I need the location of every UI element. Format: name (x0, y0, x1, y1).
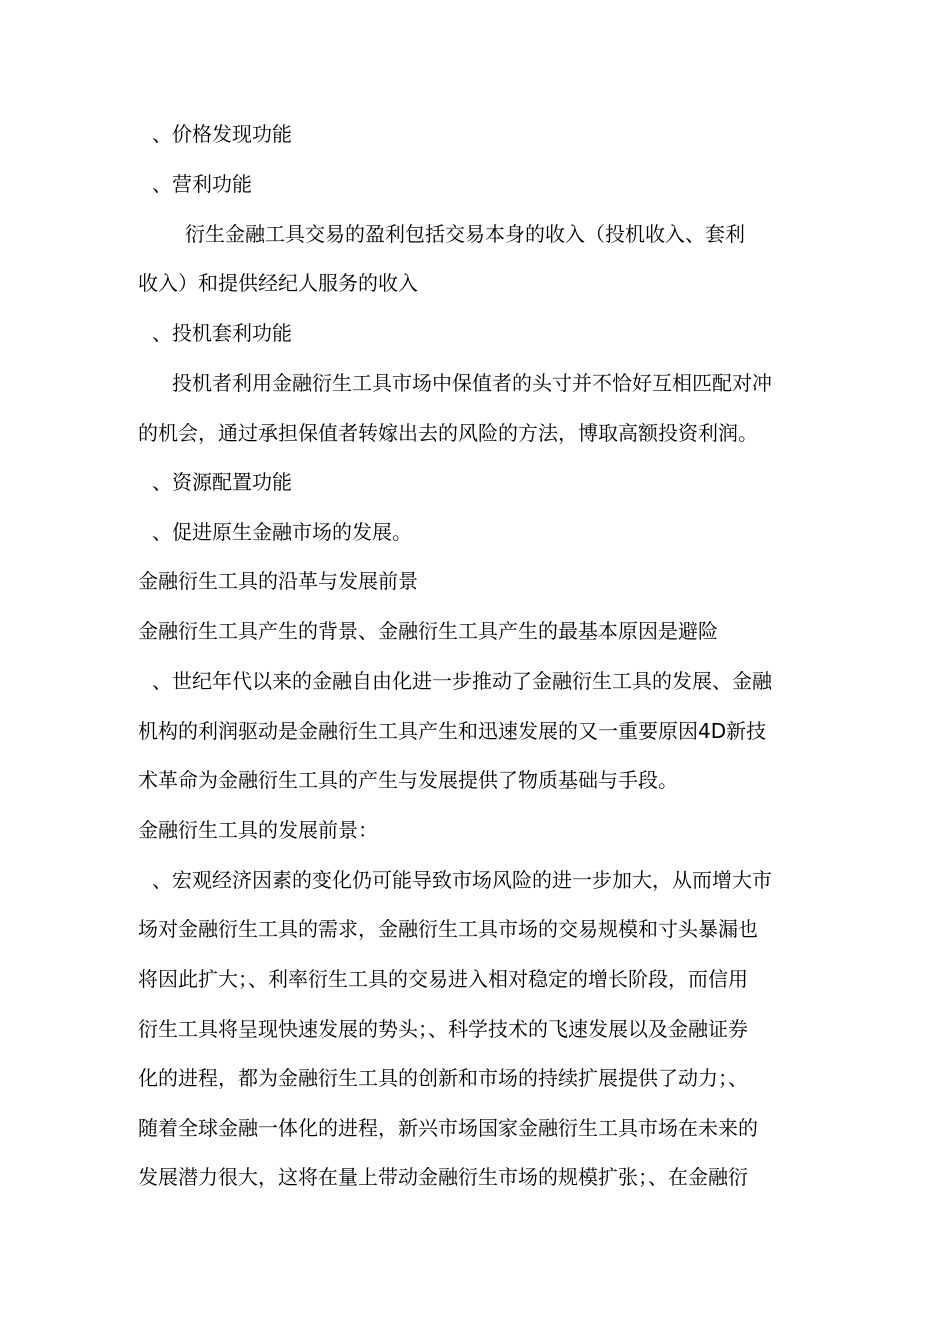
paragraph-line: 发展潜力很大，这将在量上带动金融衍生市场的规模扩张；、在金融衍 (138, 1165, 748, 1189)
paragraph-line: 衍生工具将呈现快速发展的势头；、科学技术的飞速发展以及金融证券 (138, 1017, 748, 1041)
paragraph-line: 衍生金融工具交易的盈利包括交易本身的收入（投机收入、套利 (185, 222, 745, 246)
paragraph-line: 机构的利润驱动是金融衍生工具产生和迅速发展的又一重要原因4D新技 (138, 719, 767, 743)
paragraph-line: 金融衍生工具产生的背景、金融衍生工具产生的最基本原因是避险 (138, 619, 718, 643)
paragraph-line: 场对金融衍生工具的需求，金融衍生工具市场的交易规模和寸头暴漏也 (138, 917, 758, 941)
list-item-promote-market: 、促进原生金融市场的发展。 (152, 520, 412, 544)
list-item-resource-allocation: 、资源配置功能 (152, 470, 292, 494)
list-item-price-discovery: 、价格发现功能 (152, 122, 292, 146)
paragraph-line: 、宏观经济因素的变化仍可能导致市场风险的进一步加大，从而增大市 (152, 868, 772, 892)
paragraph-line: 投机者利用金融衍生工具市场中保值者的头寸并不恰好互相匹配对冲 (172, 371, 772, 395)
paragraph-line: 、世纪年代以来的金融自由化进一步推动了金融衍生工具的发展、金融 (152, 669, 772, 693)
section-heading: 金融衍生工具的发展前景： (138, 818, 378, 842)
paragraph-line: 化的进程，都为金融衍生工具的创新和市场的持续扩展提供了动力；、 (138, 1066, 748, 1090)
paragraph-line: 随着全球金融一体化的进程，新兴市场国家金融衍生工具市场在未来的 (138, 1116, 758, 1140)
section-heading: 金融衍生工具的沿革与发展前景 (138, 569, 418, 593)
list-item-profit-function: 、营利功能 (152, 172, 252, 196)
paragraph-line: 的机会，通过承担保值者转嫁出去的风险的方法，博取高额投资利润。 (138, 421, 758, 445)
list-item-speculation-arbitrage: 、投机套利功能 (152, 321, 292, 345)
paragraph-line: 收入）和提供经纪人服务的收入 (138, 271, 418, 295)
paragraph-line: 术革命为金融衍生工具的产生与发展提供了物质基础与手段。 (138, 768, 678, 792)
paragraph-line: 将因此扩大；、利率衍生工具的交易进入相对稳定的增长阶段，而信用 (138, 967, 748, 991)
